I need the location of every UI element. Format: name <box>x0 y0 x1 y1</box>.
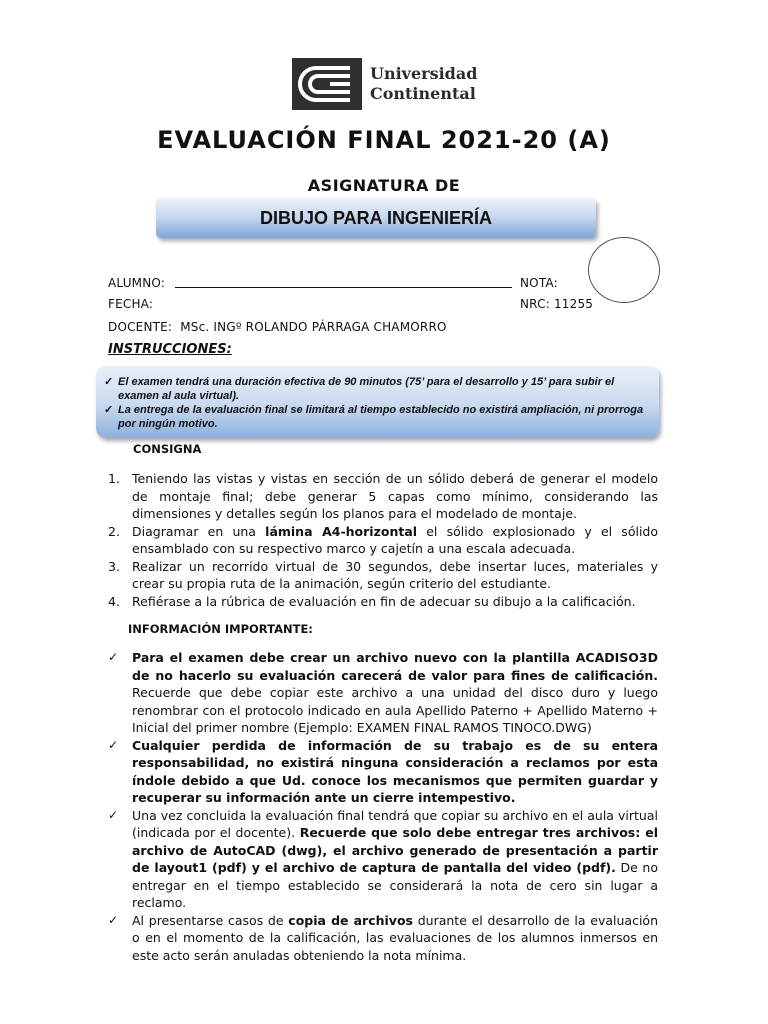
instruction-item: ✓ La entrega de la evaluación final se limitará al tiempo establecido no existirá ampliación, ni prorroga por ningún motivo. <box>104 404 644 430</box>
instruction-item: ✓ El examen tendrá una duración efectiva de 90 minutos (75’ para el desarrollo y 15’ para subir el examen al aula virtual). <box>104 376 615 402</box>
fecha-label: FECHA: <box>108 297 154 311</box>
subject-label: ASIGNATURA DE <box>307 176 461 195</box>
alumno-line <box>175 287 512 288</box>
university-logo <box>292 58 478 110</box>
course-name: DIBUJO PARA INGENIERÍA <box>259 207 493 228</box>
checkmark-icon: ✓ <box>108 807 119 822</box>
nrc-label: NRC: 11255 <box>520 297 594 311</box>
checkmark-icon: ✓ <box>108 650 119 664</box>
list-item: 4. Refiérase a la rúbrica de evaluación en fin de adecuar su dibujo a la calificación. <box>108 593 636 609</box>
list-item: ✓ Cualquier perdida de información de su trabajo es de su entera responsabilidad, no existirá ninguna consideración a reclamos por esta índole debido a que Ud. conoce los mecanismos que permiten guardar y recuperar su información ante un cierre intempestivo. <box>108 737 658 805</box>
list-item: 1. Teniendo las vistas y vistas en sección de un sólido deberá de generar el modelo de montaje final; debe generar 5 capas como mínimo, considerando las dimensiones y detalles según los planos para el modelado de montaje. <box>108 471 658 521</box>
grade-circle <box>588 237 660 303</box>
logo-line-1: Universidad <box>370 64 478 83</box>
checkmark-icon: ✓ <box>108 737 119 752</box>
list-item: 3. Realizar un recorrido virtual de 30 segundos, debe insertar luces, materiales y crear su propia ruta de la animación, según criterio del estudiante. <box>108 558 658 591</box>
page-title: EVALUACIÓN FINAL 2021-20 (A) <box>157 126 611 154</box>
course-banner <box>156 198 596 238</box>
consigna-list <box>108 470 658 610</box>
nota-label: NOTA: <box>520 276 558 290</box>
university-continental-logo-icon <box>292 58 362 110</box>
docente-label: DOCENTE: MSc. INGº ROLANDO PÁRRAGA CHAMORRO <box>108 320 447 334</box>
logo-line-2: Continental <box>370 84 476 103</box>
alumno-label: ALUMNO: <box>108 276 166 290</box>
logo-text <box>370 64 477 104</box>
list-item: ✓ Una vez concluida la evaluación final tendrá que copiar su archivo en el aula virtual (indicada por el docente). Recuerde que solo debe entregar tres archivos: el archivo de AutoCAD (dwg), el archivo generado de presentación a partir de layout1 (pdf) y el archivo de captura de pantalla del video (pdf). De no entregar en el tiempo establecido se considerará la nota de cero sin lugar a reclamo. <box>108 807 658 910</box>
consigna-heading: CONSIGNA <box>133 442 202 456</box>
important-info-heading: INFORMACIÓN IMPORTANTE: <box>128 622 313 636</box>
checkmark-icon: ✓ <box>104 404 114 416</box>
checkmark-icon: ✓ <box>108 912 119 927</box>
list-item: ✓ Al presentarse casos de copia de archivos durante el desarrollo de la evaluación o en el momento de la calificación, las evaluaciones de los alumnos inmersos en este acto serán anuladas obteniendo la nota mínima. <box>108 912 658 963</box>
instructions-box <box>96 366 659 438</box>
important-info-list <box>108 649 658 964</box>
instructions-heading: INSTRUCCIONES: <box>108 342 232 357</box>
checkmark-icon: ✓ <box>104 376 114 388</box>
list-item: ✓ Para el examen debe crear un archivo nuevo con la plantilla ACADISO3D de no hacerlo su evaluación carecerá de valor para fines de calificación. Recuerde que debe copiar este archivo a una unidad del disco duro y luego renombrar con el protocolo indicado en aula Apellido Paterno + Apellido Materno + Inicial del primer nombre (Ejemplo: EXAMEN FINAL RAMOS TINOCO.DWG) <box>108 650 658 735</box>
list-item: 2. Diagramar en una lámina A4-horizontal el sólido explosionado y el sólido ensamblado con su respectivo marco y cajetín a una escala adecuada. <box>108 523 658 556</box>
